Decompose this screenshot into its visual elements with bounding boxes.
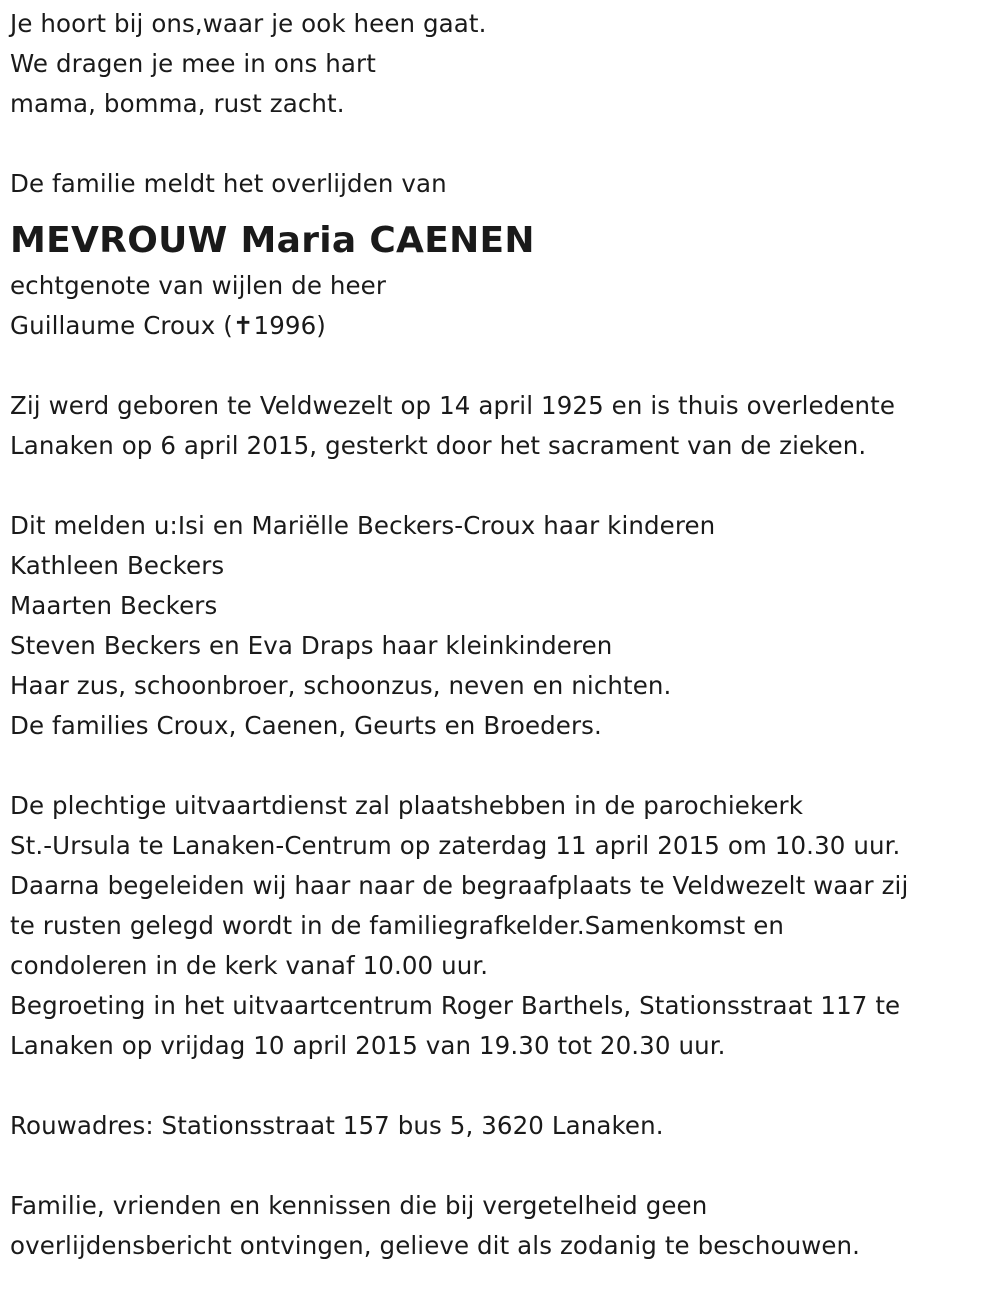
- spacer: [10, 124, 995, 164]
- family-line: Kathleen Beckers: [10, 551, 225, 580]
- spacer: [10, 466, 995, 506]
- family-line: Dit melden u:Isi en Mariëlle Beckers-Croux haar kinderen: [10, 511, 716, 540]
- paragraph-line: St.-Ursula te Lanaken-Centrum op zaterdag 11 april 2015 om 10.30 uur.: [10, 831, 901, 860]
- family-line: Maarten Beckers: [10, 591, 218, 620]
- spouse-line: Guillaume Croux (✝1996): [10, 311, 326, 340]
- paragraph-line: De plechtige uitvaartdienst zal plaatshebben in de parochiekerk: [10, 791, 804, 820]
- spacer: [10, 746, 995, 786]
- spacer: [10, 1146, 995, 1186]
- announcement-line: De familie meldt het overlijden van: [10, 169, 447, 198]
- birth-death-paragraph: [10, 386, 995, 466]
- paragraph-line: Begroeting in het uitvaartcentrum Roger Barthels, Stationsstraat 117 te: [10, 991, 901, 1020]
- deceased-name: MEVROUW Maria CAENEN: [10, 220, 535, 261]
- spouse-info: [10, 266, 995, 346]
- poem-line: We dragen je mee in ons hart: [10, 49, 376, 78]
- paragraph-line: Familie, vrienden en kennissen die bij vergetelheid geen: [10, 1191, 708, 1220]
- funeral-paragraph: [10, 786, 995, 1066]
- poem-line: mama, bomma, rust zacht.: [10, 89, 345, 118]
- closing-paragraph: [10, 1186, 995, 1266]
- spacer: [10, 346, 995, 386]
- family-list: [10, 506, 995, 746]
- paragraph-line: Zij werd geboren te Veldwezelt op 14 april 1925 en is thuis overledente: [10, 391, 896, 420]
- spacer: [10, 1066, 995, 1106]
- paragraph-line: Daarna begeleiden wij haar naar de begraafplaats te Veldwezelt waar zij: [10, 871, 909, 900]
- paragraph-line: Lanaken op 6 april 2015, gesterkt door het sacrament van de zieken.: [10, 431, 867, 460]
- poem: [10, 4, 995, 124]
- paragraph-line: te rusten gelegd wordt in de familiegrafkelder.Samenkomst en: [10, 911, 785, 940]
- obituary-notice: [10, 4, 995, 1266]
- poem-line: Je hoort bij ons,waar je ook heen gaat.: [10, 9, 487, 38]
- paragraph-line: overlijdensbericht ontvingen, gelieve dit als zodanig te beschouwen.: [10, 1231, 861, 1260]
- family-line: Steven Beckers en Eva Draps haar kleinkinderen: [10, 631, 613, 660]
- paragraph-line: condoleren in de kerk vanaf 10.00 uur.: [10, 951, 489, 980]
- mourning-address: Rouwadres: Stationsstraat 157 bus 5, 3620 Lanaken.: [10, 1111, 664, 1140]
- family-line: De families Croux, Caenen, Geurts en Broeders.: [10, 711, 602, 740]
- family-line: Haar zus, schoonbroer, schoonzus, neven en nichten.: [10, 671, 672, 700]
- spouse-line: echtgenote van wijlen de heer: [10, 271, 387, 300]
- paragraph-line: Lanaken op vrijdag 10 april 2015 van 19.30 tot 20.30 uur.: [10, 1031, 726, 1060]
